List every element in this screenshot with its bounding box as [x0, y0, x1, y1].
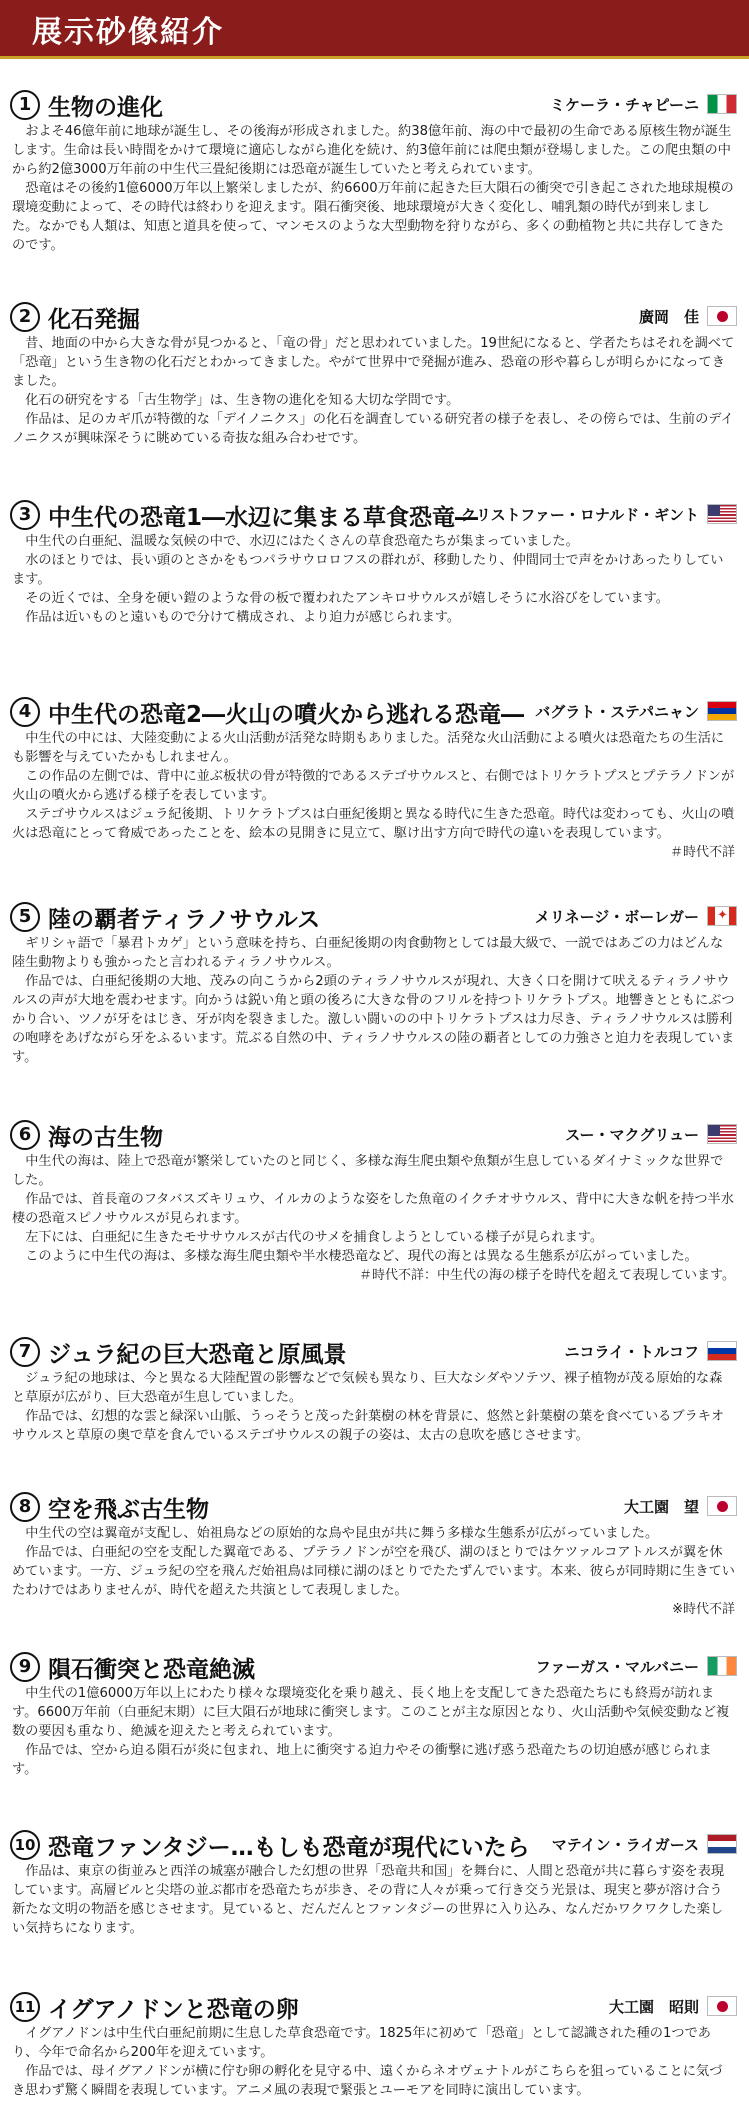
artist-name: メリネージ・ボーレガー: [534, 908, 699, 926]
section-number: 2: [10, 302, 40, 332]
paragraph: 作品では、首長竜のフタバスズキリュウ、イルカのような姿をした魚竜のイクチオサウルス、背中に大きな帆を持つ半水棲の恐竜スピノサウルスが見られます。: [12, 1192, 734, 1226]
artist-name: ミケーラ・チャピーニ: [550, 96, 699, 114]
section-number: 7: [10, 1337, 40, 1367]
canada-flag-icon: [707, 906, 737, 926]
italy-flag-icon: [707, 94, 737, 114]
paragraph: イグアノドンは中生代白亜紀前期に生息した草食恐竜です。1825年に初めて「恐竜」として認識された種の1つであり、今年で命名から200年を迎えています。: [12, 2026, 711, 2060]
page-title: 展示砂像紹介: [32, 15, 224, 50]
section-title: 陸の覇者ティラノサウルス: [48, 907, 321, 933]
section-3: [0, 498, 749, 627]
section-title: イグアノドンと恐竜の卵: [48, 1997, 299, 2023]
section-number: 4: [10, 697, 40, 727]
note: ＃時代不詳：中生代の海の様子を時代を超えて表現しています。: [359, 1268, 735, 1283]
artist-name: 大工園 望: [623, 1498, 699, 1516]
section-number: 10: [10, 1830, 40, 1860]
section-number: 11: [10, 1992, 40, 2022]
paragraph: ギリシャ語で「暴君トカゲ」という意味を持ち、白亜紀後期の肉食動物としては最大級で、一説ではあごの力はどんな陸生動物よりも強かったと言われるティラノサウルス。: [12, 936, 724, 970]
section-8: [0, 1490, 749, 1619]
paragraph: 中生代の海は、陸上で恐竜が繁栄していたのと同じく、多様な海生爬虫類や魚類が生息しているダイナミックな世界でした。: [12, 1154, 724, 1188]
section-title: 空を飛ぶ古生物: [48, 1497, 209, 1523]
paragraph: このように中生代の海は、多様な海生爬虫類や半水棲恐竜など、現代の海とは異なる生態系が広がっていました。: [25, 1249, 698, 1264]
paragraph: 作品では、白亜紀後期の大地、茂みの向こうから2頭のティラノサウルスが現れ、大きく口を開けて吠えるティラノサウルスの声が大地を震わせます。向かうは鋭い角と頭の後ろに大きな骨のフリルを持つトリケラトプス。地響きとともにぶつかり合い、ツノが牙をはじき、牙が肉を裂きました。激しい闘いのの中トリケラトプスは力尽き、ティラノサウルスは勝利の咆哮をあげながら牙をふるいます。荒ぶる自然の中、ティラノサウルスの陸の覇者としての力強さと迫力を表現しています。: [12, 974, 735, 1065]
section-title: 海の古生物: [48, 1125, 163, 1151]
section-title: ジュラ紀の巨大恐竜と原風景: [48, 1342, 347, 1368]
section-title: 隕石衝突と恐竜絶滅: [48, 1657, 255, 1683]
paragraph: 作品では、母イグアノドンが横に佇む卵の孵化を見守る中、遠くからネオヴェナトルがこちらを狙っていることに気づき思わず驚く瞬間を表現しています。アニメ風の表現で緊張とユーモアを同時に演出しています。: [12, 2064, 723, 2098]
paragraph: 恐竜はその後約1億6000万年以上繁栄しましたが、約6600万年前に起きた巨大隕石の衝突で引き起こされた地球規模の環境変動によって、その時代は終わりを迎えます。隕石衝突後、地球環境が大きく変化し、哺乳類の時代が到来しました。なかでも人類は、知恵と道具を使って、マンモスのような大型動物を狩りながら、多くの動植物と共に共存してきたのです。: [12, 181, 734, 253]
artist-name: マテイン・ライガース: [551, 1836, 699, 1854]
section-number: 5: [10, 902, 40, 932]
artist-name: ニコライ・トルコフ: [564, 1343, 699, 1361]
section-2: [0, 300, 749, 448]
section-number: 9: [10, 1652, 40, 1682]
paragraph: 作品は近いものと遠いもので分けて構成され、より迫力が感じられます。: [25, 610, 461, 625]
paragraph: その近くでは、全身を硬い鎧のような骨の板で覆われたアンキロサウルスが嬉しそうに水浴びをしています。: [25, 591, 669, 606]
russia-flag-icon: [707, 1341, 737, 1361]
paragraph: ジュラ紀の地球は、今と異なる大陸配置の影響などで気候も異なり、巨大なシダやソテツ、裸子植物が茂る原始的な森と草原が広がり、巨大恐竜が生息していました。: [12, 1371, 723, 1405]
artist-name: ファーガス・マルバニー: [535, 1658, 699, 1676]
section-7: [0, 1335, 749, 1445]
paragraph: 中生代の白亜紀、温暖な気候の中で、水辺にはたくさんの草食恐竜たちが集まっていました。: [25, 534, 579, 549]
section-title: 化石発掘: [48, 307, 140, 333]
japan-flag-icon: [707, 306, 737, 326]
section-title: 生物の進化: [48, 95, 163, 121]
section-4: [0, 695, 749, 862]
section-6: [0, 1118, 749, 1285]
artist-name: クリストファー・ロナルド・ギント: [460, 506, 699, 524]
note: ※時代不詳: [672, 1602, 735, 1617]
paragraph: ステゴサウルスはジュラ紀後期、トリケラトプスは白亜紀後期と異なる時代に生きた恐竜。時代は変わっても、火山の噴火は恐竜にとって脅威であったことを、絵本の見開きに見立て、駆け出す方向で時代の違いを表現しています。: [12, 807, 735, 841]
section-10: [0, 1828, 749, 1938]
artist-name: スー・マクグリュー: [565, 1126, 699, 1144]
paragraph: 昔、地面の中から大きな骨が見つかると、「竜の骨」だと思われていました。19世紀になると、学者たちはそれを調べて「恐竜」という生き物の化石だとわかってきました。やがて世界中で発掘が進み、恐竜の形や暮らしが明らかになってきました。: [12, 336, 735, 389]
paragraph: 水のほとりでは、長い頭のとさかをもつパラサウロロフスの群れが、移動したり、仲間同士で声をかけあったりしています。: [12, 553, 724, 587]
paragraph: 作品は、東京の街並みと西洋の城塞が融合した幻想の世界「恐竜共和国」を舞台に、人間と恐竜が共に暮らす姿を表現しています。高層ビルと尖塔の並ぶ都市を恐竜たちが歩き、その背に人々が乗って行き交う光景は、現実と夢が溶け合う新たな文明の物語を感じさせます。見ていると、だんだんとファンタジーの世界に入り込み、なんだかワクワクした楽しい気持ちになります。: [12, 1864, 725, 1936]
section-number: 1: [10, 90, 40, 120]
paragraph: 作品では、白亜紀の空を支配した翼竜である、プテラノドンが空を飛び、湖のほとりではケツァルコアトルスが翼を休めています。一方、ジュラ紀の空を飛んだ始祖鳥は同様に湖のほとりでたたずんでいます。本来、彼らが同時期に生きていたわけではありませんが、時代を超えた共演として表現しました。: [12, 1545, 735, 1598]
section-title: 恐竜ファンタジー…もしも恐竜が現代にいたら: [48, 1835, 530, 1861]
paragraph: 中生代の空は翼竜が支配し、始祖鳥などの原始的な鳥や昆虫が共に舞う多様な生態系が広がっていました。: [25, 1526, 659, 1541]
note: ＃時代不詳: [669, 845, 735, 860]
paragraph: 作品では、幻想的な雲と緑深い山脈、うっそうと茂った針葉樹の林を背景に、悠然と針葉樹の葉を食べているブラキオサウルスと草原の奥で草を食んでいるステゴサウルスの親子の姿は、太古の息吹を感じさせます。: [12, 1409, 725, 1443]
japan-flag-icon: [707, 1496, 737, 1516]
paragraph: 左下には、白亜紀に生きたモササウルスが古代のサメを捕食しようとしている様子が見られます。: [25, 1230, 604, 1245]
usa-flag-icon: [707, 504, 737, 524]
artist-name: バグラト・ステパニャン: [535, 703, 699, 721]
paragraph: この作品の左側では、背中に並ぶ板状の骨が特徴的であるステゴサウルスと、右側ではトリケラトプスとプテラノドンが火山の噴火から逃げる様子を表しています。: [12, 769, 735, 803]
japan-flag-icon: [707, 1996, 737, 2016]
section-title: 中生代の恐竜1―水辺に集まる草食恐竜―: [48, 505, 479, 531]
section-9: [0, 1650, 749, 1779]
section-number: 8: [10, 1492, 40, 1522]
header-banner: [0, 0, 749, 59]
artist-name: 大工園 昭則: [608, 1998, 699, 2016]
paragraph: 作品では、空から迫る隕石が炎に包まれ、地上に衝突する迫力やその衝撃に逃げ惑う恐竜たちの切迫感が感じられます。: [12, 1743, 712, 1777]
netherlands-flag-icon: [707, 1834, 737, 1854]
paragraph: 作品は、足のカギ爪が特徴的な「デイノニクス」の化石を調査している研究者の様子を表し、その傍らでは、生前のデイノニクスが興味深そうに眺めている奇抜な組み合わせです。: [12, 412, 734, 446]
paragraph: 化石の研究をする「古生物学」は、生き物の進化を知る大切な学問です。: [25, 393, 460, 408]
section-title: 中生代の恐竜2―火山の噴火から逃れる恐竜―: [48, 702, 525, 728]
paragraph: 中生代の1億6000万年以上にわたり様々な環境変化を乗り越え、長く地上を支配してきた恐竜たちにも終焉が訪れます。6600万年前（白亜紀末期）に巨大隕石が地球に衝突します。このことが主な原因となり、火山活動や気候変動など複数の要因も重なり、絶滅を迎えたと考えられています。: [12, 1686, 730, 1739]
section-11: [0, 1990, 749, 2100]
section-5: [0, 900, 749, 1067]
armenia-flag-icon: [707, 701, 737, 721]
paragraph: およそ46億年前に地球が誕生し、その後海が形成されました。約38億年前、海の中で最初の生命である原核生物が誕生します。生命は長い時間をかけて環境に適応しながら進化を続け、約3億年前には爬虫類が登場しました。この爬虫類の中から約2億3000万年前の中生代三畳紀後期には恐竜が誕生していたと考えられています。: [12, 124, 732, 177]
section-number: 6: [10, 1120, 40, 1150]
section-number: 3: [10, 500, 40, 530]
ireland-flag-icon: [707, 1656, 737, 1676]
usa-flag-icon: [707, 1124, 737, 1144]
paragraph: 中生代の中には、大陸変動による火山活動が活発な時期もありました。活発な火山活動による噴火は恐竜たちの生活にも影響を与えていたかもしれません。: [12, 731, 725, 765]
artist-name: 廣岡 佳: [638, 308, 699, 326]
section-1: [0, 88, 749, 255]
